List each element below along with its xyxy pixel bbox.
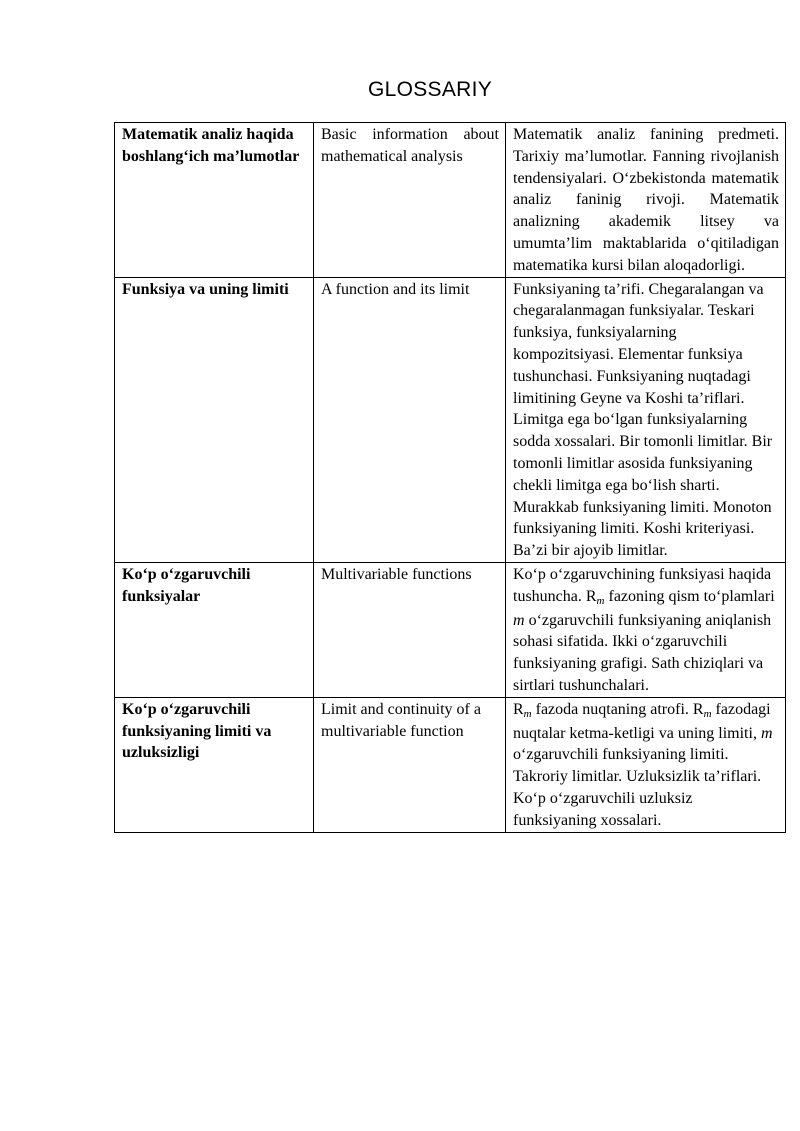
- english-cell: Limit and continuity of a multivariable function: [314, 697, 506, 832]
- table-row: [115, 562, 786, 697]
- description-text: fazodagi nuqtalar ketma-ketligi va uning limiti,: [513, 700, 771, 742]
- subscript-m: m: [523, 707, 532, 720]
- table-row: [115, 123, 786, 278]
- table-row: [115, 697, 786, 832]
- description-text: o‘zgaruvchili funksiyaning aniqlanish sohasi sifatida. Ikki o‘zgaruvchili funksiyaning grafigi. Sath chiziqlari va sirtlari tushunchalari.: [513, 611, 772, 694]
- english-cell: Basic information about mathematical analysis: [314, 123, 506, 278]
- page-title: GLOSSARIY: [367, 78, 493, 101]
- description-cell: Matematik analiz fanining predmeti. Tarixiy ma’lumotlar. Fanning rivojlanish tendensiyalari. O‘zbekistonda matematik analiz faninig rivoji. Matematik analizning akademik litsey va umumta’lim maktablarida o‘qitiladigan matematika kursi bilan aloqadorligi.: [506, 123, 786, 278]
- english-cell: Multivariable functions: [314, 562, 506, 697]
- description-text: fazoda nuqtaning atrofi. R: [531, 700, 704, 718]
- term-cell: Ko‘p o‘zgaruvchili funksiyalar: [115, 562, 314, 697]
- description-text: fazoning qism to‘plamlari: [604, 587, 775, 605]
- term-cell: Funksiya va uning limiti: [115, 277, 314, 562]
- description-cell: Funksiyaning ta’rifi. Chegaralangan va chegaralanmagan funksiyalar. Teskari funksiya, funksiyalarning kompozitsiyasi. Elementar funksiya tushunchasi. Funksiyaning nuqtadagi limitining Geyne va Koshi ta’riflari. Limitga ega bo‘lgan funksiyalarning sodda xossalari. Bir tomonli limitlar. Bir tomonli limitlar asosida funksiyaning chekli limitga ega bo‘lish sharti. Murakkab funksiyaning limiti. Monoton funksiyaning limiti. Koshi kriteriyasi. Ba’zi bir ajoyib limitlar.: [506, 277, 786, 562]
- description-text: R: [513, 700, 524, 718]
- description-cell: [506, 697, 786, 832]
- description-text: Ko‘p o‘zgaruvchining funksiyasi haqida tushuncha. R: [513, 565, 772, 605]
- subscript-m: m: [703, 707, 712, 720]
- description-text: o‘zgaruvchili funksiyaning limiti. Takroriy limitlar. Uzluksizlik ta’riflari. Ko‘p o‘zgaruvchili uzluksiz funksiyaning xossalari.: [513, 746, 762, 829]
- term-cell: Ko‘p o‘zgaruvchili funksiyaning limiti va uzluksizligi: [115, 697, 314, 832]
- table-row: [115, 277, 786, 562]
- term-cell: Matematik analiz haqida boshlang‘ich ma’lumotlar: [115, 123, 314, 278]
- glossary-table: [114, 122, 786, 833]
- description-cell: [506, 562, 786, 697]
- subscript-m: m: [596, 594, 605, 607]
- variable-m: m: [513, 611, 525, 629]
- english-cell: A function and its limit: [314, 277, 506, 562]
- variable-m: m: [760, 724, 773, 742]
